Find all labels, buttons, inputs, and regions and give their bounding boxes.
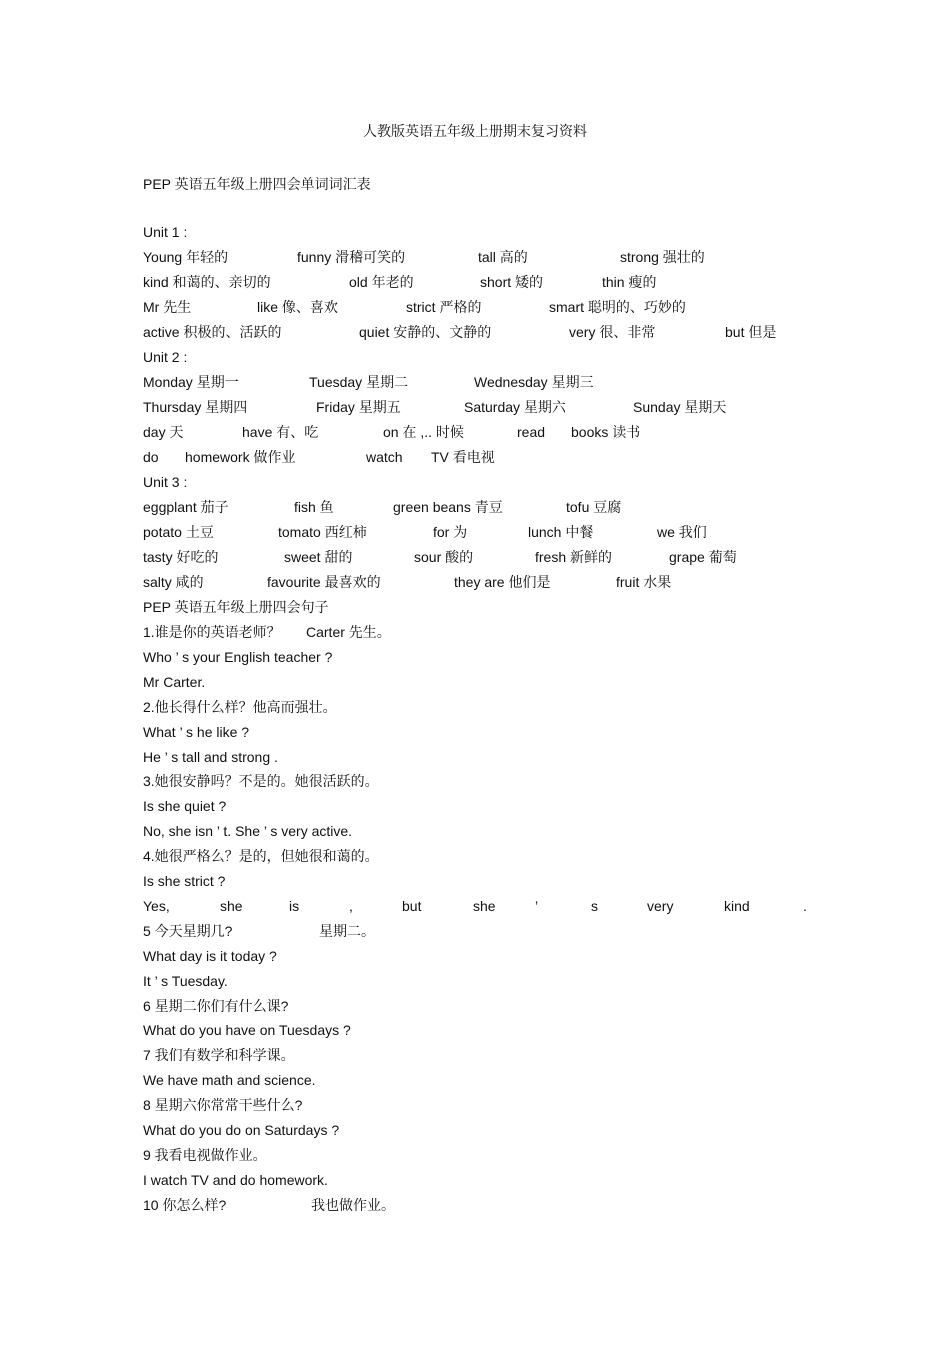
document-title: 人教版英语五年级上册期末复习资料 — [363, 123, 587, 139]
vocab-entry: Tuesday 星期二 — [309, 374, 409, 390]
vocab-entry: but 但是 — [725, 324, 777, 340]
sentence-text: she — [220, 897, 243, 914]
vocab-entry: for 为 — [433, 524, 468, 540]
vocab-entry: we 我们 — [657, 524, 707, 540]
vocab-entry: lunch 中餐 — [528, 524, 594, 540]
sentence-text: What do you do on Saturdays ? — [143, 1122, 340, 1138]
vocab-entry: fresh 新鲜的 — [535, 549, 613, 565]
vocab-entry: on 在 ,.. 时候 — [383, 424, 464, 440]
vocab-entry: day 天 — [143, 424, 184, 440]
vocab-entry: Sunday 星期天 — [633, 399, 727, 415]
sentence-text: Carter 先生。 — [306, 624, 391, 640]
vocab-entry: Young 年轻的 — [143, 249, 229, 265]
sentence-text: 3.她很安静吗？不是的。她很活跃的。 — [143, 773, 379, 790]
vocab-entry: tall 高的 — [478, 249, 528, 265]
vocab-entry: short 矮的 — [480, 274, 544, 290]
sentence-text: Is she quiet ? — [143, 798, 227, 815]
sentence-text: ’ — [535, 897, 539, 914]
vocab-entry: potato 土豆 — [143, 524, 214, 540]
sentence-text: 1.谁是你的英语老师？ — [143, 624, 281, 640]
sentence-text: . — [803, 897, 807, 914]
sentence-text: she — [473, 897, 496, 914]
vocab-entry: Monday 星期一 — [143, 374, 239, 390]
vocab-entry: Mr 先生 — [143, 299, 192, 315]
sentence-text: 10 你怎么样? — [143, 1196, 227, 1213]
vocab-entry: grape 葡萄 — [669, 549, 737, 565]
sentence-text: No, she isn ’ t. She ’ s very active. — [143, 823, 353, 840]
vocab-entry: tomato 西红柿 — [278, 524, 367, 540]
sentence-text: 9 我看电视做作业。 — [143, 1146, 267, 1163]
sentence-text: Who ’ s your English teacher ? — [143, 648, 333, 665]
vocab-entry: sweet 甜的 — [284, 549, 353, 565]
vocab-entry: Wednesday 星期三 — [474, 374, 594, 390]
vocab-entry: thin 瘦的 — [602, 274, 657, 290]
vocab-entry: read — [517, 424, 546, 440]
sentences-heading-text: PEP 英语五年级上册四会句子 — [143, 599, 329, 615]
vocab-heading-text: PEP 英语五年级上册四会单词词汇表 — [143, 176, 371, 192]
vocab-entry: do — [143, 449, 159, 465]
vocab-entry: books 读书 — [571, 424, 641, 440]
vocab-entry: tasty 好吃的 — [143, 549, 219, 565]
vocab-entry: eggplant 茄子 — [143, 499, 229, 515]
vocab-entry: strong 强壮的 — [620, 249, 705, 265]
vocab-entry: homework 做作业 — [185, 449, 296, 465]
unit-label: Unit 3 : — [143, 474, 188, 490]
vocab-entry: Thursday 星期四 — [143, 399, 248, 415]
sentence-text: very — [647, 897, 674, 914]
vocab-entry: they are 他们是 — [454, 574, 551, 590]
vocab-entry: old 年老的 — [349, 274, 414, 290]
vocab-entry: strict 严格的 — [406, 299, 482, 315]
vocab-entry: active 积极的、活跃的 — [143, 324, 282, 340]
vocab-entry: quiet 安静的、文静的 — [359, 324, 492, 340]
vocab-entry: like 像、喜欢 — [257, 299, 338, 315]
sentence-text: is — [289, 897, 300, 914]
sentence-text: but — [402, 897, 422, 914]
sentence-text: 星期二。 — [319, 922, 375, 939]
sentence-text: He ’ s tall and strong . — [143, 748, 278, 765]
sentence-text: 8 星期六你常常干些什么? — [143, 1097, 303, 1114]
sentence-text: I watch TV and do homework. — [143, 1171, 328, 1188]
vocab-entry: sour 酸的 — [414, 549, 474, 565]
vocab-entry: green beans 青豆 — [393, 499, 503, 515]
vocab-entry: fruit 水果 — [616, 574, 672, 590]
vocab-entry: funny 滑稽可笑的 — [297, 249, 406, 265]
vocab-entry: favourite 最喜欢的 — [267, 574, 381, 590]
sentence-text: Is she strict ? — [143, 873, 226, 889]
vocab-entry: smart 聪明的、巧妙的 — [549, 299, 686, 315]
vocab-entry: very 很、非常 — [569, 324, 656, 340]
unit-label: Unit 2 : — [143, 349, 188, 365]
vocab-entry: Saturday 星期六 — [464, 399, 566, 415]
sentence-text: Mr Carter. — [143, 673, 206, 690]
sentence-text: What ’ s he like ? — [143, 723, 250, 740]
sentence-text: 2.他长得什么样？他高而强壮。 — [143, 698, 337, 715]
vocab-entry: TV 看电视 — [431, 449, 495, 465]
vocab-entry: tofu 豆腐 — [566, 499, 622, 515]
sentence-text: We have math and science. — [143, 1072, 316, 1089]
vocab-entry: kind 和蔼的、亲切的 — [143, 274, 271, 290]
sentence-text: kind — [724, 897, 750, 914]
vocab-entry: salty 咸的 — [143, 574, 204, 590]
sentence-text: Yes, — [143, 897, 170, 914]
sentence-text: 5 今天星期几? — [143, 922, 233, 939]
sentence-text: , — [349, 897, 353, 914]
vocab-entry: watch — [366, 449, 403, 465]
sentence-text: What day is it today ? — [143, 947, 277, 964]
sentence-text: 7 我们有数学和科学课。 — [143, 1047, 295, 1064]
sentence-text: s — [591, 897, 598, 914]
sentence-text: 6 星期二你们有什么课? — [143, 997, 289, 1014]
vocab-entry: have 有、吃 — [242, 424, 319, 440]
vocab-entry: Friday 星期五 — [316, 399, 401, 415]
sentence-text: It ’ s Tuesday. — [143, 972, 228, 989]
vocab-entry: fish 鱼 — [294, 499, 334, 515]
sentence-text: 4.她很严格么？是的，但她很和蔼的。 — [143, 848, 379, 865]
sentence-text: What do you have on Tuesdays ? — [143, 1022, 351, 1039]
unit-label: Unit 1 : — [143, 224, 188, 240]
sentence-text: 我也做作业。 — [311, 1196, 395, 1213]
